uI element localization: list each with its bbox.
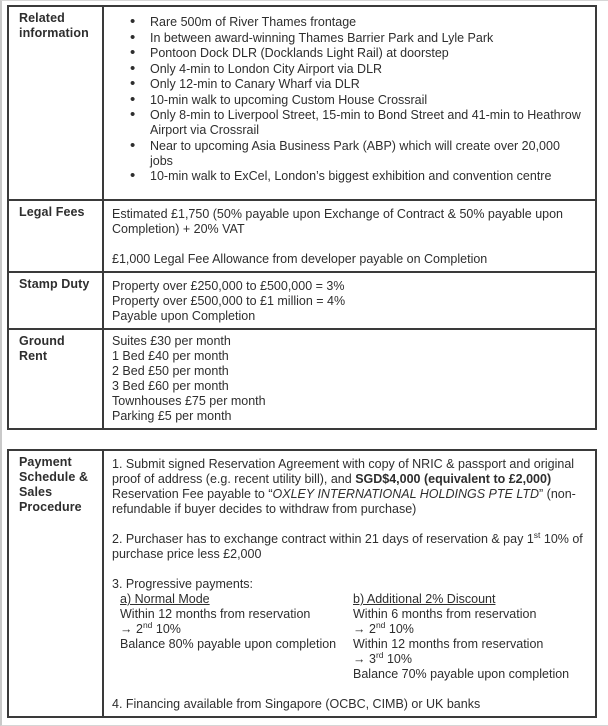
stamp-duty-content [103, 272, 596, 329]
bullet-item: • Near to upcoming Asia Business Park (ABP) which will create over 20,000 jobs [128, 139, 585, 169]
step2-text: 10% of purchase price less £2,000 [112, 532, 583, 561]
ground-rent-content [103, 329, 596, 429]
row-label-ground-rent: Ground Rent [8, 329, 103, 429]
payment-step-2 [112, 529, 585, 562]
normal-mode-line: Within 12 months from reservation [120, 607, 311, 621]
bullet-list [128, 15, 585, 184]
discount-heading: b) Additional 2% Discount [353, 592, 496, 606]
ground-rent-line: Townhouses £75 per month [112, 394, 266, 408]
bullet-item: • 10-min walk to upcoming Custom House Crossrail [128, 93, 585, 108]
discount-line [353, 649, 585, 667]
ground-rent-line: 3 Bed £60 per month [112, 379, 229, 393]
payment-schedule-table [7, 449, 597, 718]
payment-step-1 [112, 457, 585, 517]
discount-line: Within 6 months from reservation [353, 607, 537, 621]
legal-fee-estimate-paragraph: Estimated £1,750 (50% payable upon Exchange of Contract & 50% payable upon Completion) + 20% VAT [112, 207, 564, 236]
ground-rent-line: 1 Bed £40 per month [112, 349, 229, 363]
arrow-text: 10% [152, 622, 181, 636]
legal-fees-content [103, 200, 596, 272]
property-info-table [7, 5, 597, 430]
payment-schedule-content [103, 450, 596, 717]
bullet-item: • Only 12-min to Canary Wharf via DLR [128, 77, 585, 92]
table-row-related-information [8, 6, 596, 200]
ground-rent-line: Parking £5 per month [112, 409, 232, 423]
stamp-duty-line: Payable upon Completion [112, 309, 256, 323]
arrow-text: → 2 [120, 622, 143, 636]
arrow-text: 10% [385, 622, 414, 636]
bullet-item: • Pontoon Dock DLR (Docklands Light Rail) at doorstep [128, 46, 585, 61]
step1-text: Reservation Fee payable to “ [112, 487, 273, 501]
ordinal-suffix: rd [375, 649, 384, 660]
row-label-related-information: Related information [8, 6, 103, 200]
payment-step-4: 4. Financing available from Singapore (OCBC, CIMB) or UK banks [112, 697, 481, 711]
discount-line [353, 619, 585, 637]
bullet-item: • In between award-winning Thames Barrier Park and Lyle Park [128, 31, 585, 46]
ordinal-suffix: st [533, 529, 541, 540]
row-label-stamp-duty: Stamp Duty [8, 272, 103, 329]
stamp-duty-line: Property over £500,000 to £1 million = 4% [112, 294, 346, 308]
step1-bold-amount: SGD$4,000 (equivalent to £2,000) [355, 472, 552, 486]
discount-column [353, 592, 585, 682]
arrow-text: → 2 [353, 622, 376, 636]
progressive-payments-columns [120, 592, 585, 682]
bullet-item: • 10-min walk to ExCel, London’s biggest exhibition and convention centre [128, 169, 585, 184]
bullet-item: • Rare 500m of River Thames frontage [128, 15, 585, 30]
normal-mode-heading: a) Normal Mode [120, 592, 210, 606]
related-information-content [103, 6, 596, 200]
normal-mode-line: Balance 80% payable upon completion [120, 637, 337, 651]
table-row-stamp-duty [8, 272, 596, 329]
normal-mode-column [120, 592, 353, 682]
table-row-legal-fees [8, 200, 596, 272]
step1-text: ” (non-refundable if buyer decides to withdraw from purchase) [112, 487, 576, 516]
stamp-duty-line: Property over £250,000 to £500,000 = 3% [112, 279, 345, 293]
legal-fee-allowance-paragraph: £1,000 Legal Fee Allowance from developer payable on Completion [112, 252, 488, 266]
step1-payee-name: OXLEY INTERNATIONAL HOLDINGS PTE LTD [272, 487, 540, 501]
ground-rent-line: 2 Bed £50 per month [112, 364, 229, 378]
ordinal-suffix: nd [375, 619, 386, 630]
arrow-text: → 3 [353, 652, 376, 666]
bullet-item: • Only 4-min to London City Airport via DLR [128, 62, 585, 77]
table-row-ground-rent [8, 329, 596, 429]
step2-text: 2. Purchaser has to exchange contract within 21 days of reservation & pay 1 [112, 532, 534, 546]
table-row-payment-schedule [8, 450, 596, 717]
progressive-payments-intro: 3. Progressive payments: [112, 577, 254, 591]
ordinal-suffix: nd [142, 619, 153, 630]
step1-text: 1. Submit signed Reservation Agreement with copy of NRIC & passport and original proof of address (e.g. recent utility bill), and [112, 457, 575, 486]
normal-mode-line [120, 619, 353, 637]
row-label-payment-schedule: Payment Schedule & Sales Procedure [8, 450, 103, 717]
discount-line: Within 12 months from reservation [353, 637, 544, 651]
arrow-text: 10% [383, 652, 412, 666]
ground-rent-line: Suites £30 per month [112, 334, 231, 348]
discount-line: Balance 70% payable upon completion [353, 667, 570, 681]
row-label-legal-fees: Legal Fees [8, 200, 103, 272]
bullet-item: • Only 8-min to Liverpool Street, 15-min to Bond Street and 41-min to Heathrow Airport via Crossrail [128, 108, 585, 138]
